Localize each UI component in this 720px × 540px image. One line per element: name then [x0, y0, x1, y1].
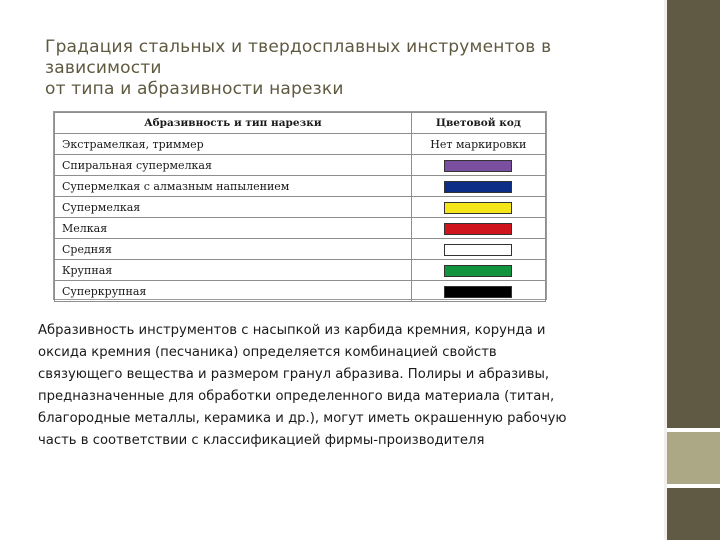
- description-paragraph: Абразивность инструментов с насыпкой из карбида кремния, корунда и оксида кремния (песчаника) определяется комбинацией свойств связующего вещества и размером гранул абразива. Полиры и абразивы, предназначенные для обработки определенного вида материала (титан, благородные металлы, керамика и др.), могут иметь окрашенную рабочую часть в соответствии с классификацией фирмы-производителя: [38, 323, 567, 448]
- color-swatch: [444, 202, 512, 214]
- row-label: Мелкая: [55, 218, 412, 239]
- title-line-3: от типа и абразивности нарезки: [45, 79, 344, 99]
- color-code-cell: [411, 281, 545, 302]
- table-header-row: [55, 113, 546, 134]
- row-label: Спиральная супермелкая: [55, 155, 412, 176]
- color-code-table: [53, 111, 547, 300]
- color-code-cell: [411, 218, 545, 239]
- header-abrasiveness: Абразивность и тип нарезки: [55, 113, 412, 134]
- table-row: [55, 281, 546, 302]
- table-row: [55, 155, 546, 176]
- table-row: [55, 260, 546, 281]
- table-row: [55, 134, 546, 155]
- color-swatch: [444, 181, 512, 193]
- title-line-1: Градация стальных и твердосплавных инструментов в: [45, 37, 552, 57]
- color-code-cell: [411, 239, 545, 260]
- slide-title: [45, 37, 645, 100]
- row-label: Суперкрупная: [55, 281, 412, 302]
- table-row: [55, 239, 546, 260]
- color-swatch: [444, 265, 512, 277]
- color-swatch: [444, 286, 512, 298]
- table-row: [55, 218, 546, 239]
- row-label: Средняя: [55, 239, 412, 260]
- color-code-cell: [411, 176, 545, 197]
- no-marking-text: Нет маркировки: [411, 134, 545, 155]
- color-swatch: [444, 160, 512, 172]
- color-code-cell: [411, 197, 545, 218]
- header-color-code: Цветовой код: [411, 113, 545, 134]
- color-swatch: [444, 223, 512, 235]
- sidebar-divider-bottom: [667, 484, 720, 488]
- sidebar-accent-block: [667, 432, 720, 484]
- title-line-2: зависимости: [45, 58, 162, 78]
- row-label: Супермелкая с алмазным напылением: [55, 176, 412, 197]
- color-code-cell: [411, 155, 545, 176]
- color-code-cell: [411, 260, 545, 281]
- row-label: Крупная: [55, 260, 412, 281]
- row-label: Экстрамелкая, триммер: [55, 134, 412, 155]
- row-label: Супермелкая: [55, 197, 412, 218]
- table-row: [55, 197, 546, 218]
- table-row: [55, 176, 546, 197]
- color-swatch: [444, 244, 512, 256]
